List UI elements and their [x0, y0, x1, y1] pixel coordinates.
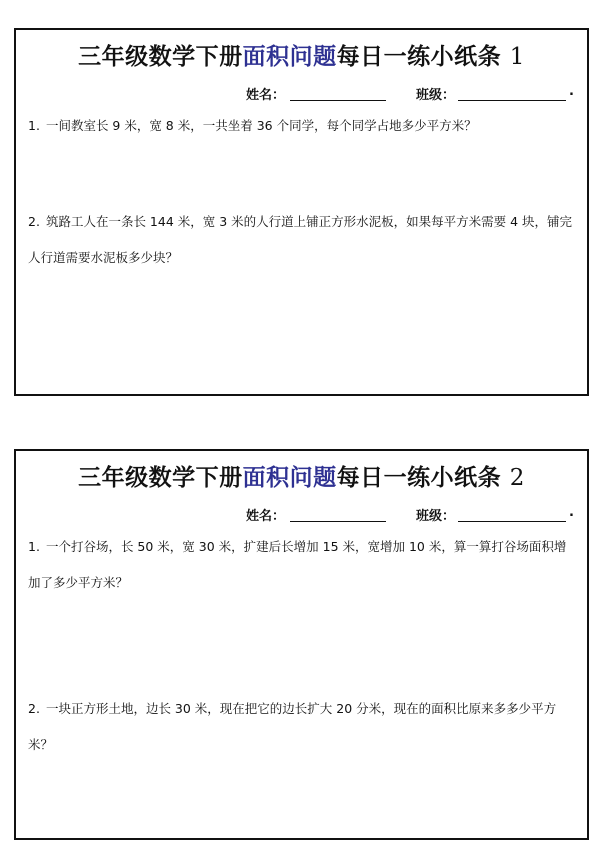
title-prefix: 三年级数学下册: [78, 464, 243, 491]
question-1: [28, 529, 575, 601]
title-number: 2: [509, 465, 525, 491]
question-number: 1.: [28, 118, 40, 133]
question-number: 1.: [28, 539, 40, 554]
question-text: 筑路工人在一条长 144 米，宽 3 米的人行道上铺正方形水泥板，如果每平方米需要 4 块，铺完人行道需要水泥板多少块？: [28, 214, 573, 265]
title-number: 1: [509, 44, 525, 70]
question-2: [28, 691, 575, 763]
class-blank[interactable]: [458, 521, 566, 522]
trailing-dot: .: [569, 505, 574, 520]
name-label: 姓名：: [246, 509, 286, 524]
worksheet-card-1: [14, 28, 589, 396]
worksheet-title: [16, 459, 587, 492]
title-prefix: 三年级数学下册: [78, 43, 243, 70]
title-highlight: 面积问题: [242, 43, 337, 70]
question-2: [28, 204, 575, 276]
title-suffix: 每日一练小纸条: [336, 464, 502, 491]
question-text: 一块正方形土地，边长 30 米，现在把它的边长扩大 20 分米，现在的面积比原来多多少平方米？: [28, 701, 557, 752]
question-text: 一间教室长 9 米，宽 8 米，一共坐着 36 个同学，每个同学占地多少平方米？: [45, 118, 477, 133]
question-1: [28, 108, 575, 144]
trailing-dot: .: [569, 84, 574, 99]
question-number: 2.: [28, 214, 40, 229]
student-info-row: [16, 84, 587, 106]
worksheet-title: [16, 38, 587, 71]
worksheet-card-2: [14, 449, 589, 840]
question-text: 一个打谷场，长 50 米，宽 30 米，扩建后长增加 15 米，宽增加 10 米，算一算打谷场面积增加了多少平方米？: [28, 539, 567, 590]
student-info-row: [16, 505, 587, 527]
name-blank[interactable]: [290, 521, 386, 522]
class-label: 班级：: [416, 509, 456, 524]
name-label: 姓名：: [246, 88, 286, 103]
name-blank[interactable]: [290, 100, 386, 101]
title-suffix: 每日一练小纸条: [336, 43, 502, 70]
class-blank[interactable]: [458, 100, 566, 101]
class-label: 班级：: [416, 88, 456, 103]
title-highlight: 面积问题: [242, 464, 337, 491]
question-number: 2.: [28, 701, 40, 716]
